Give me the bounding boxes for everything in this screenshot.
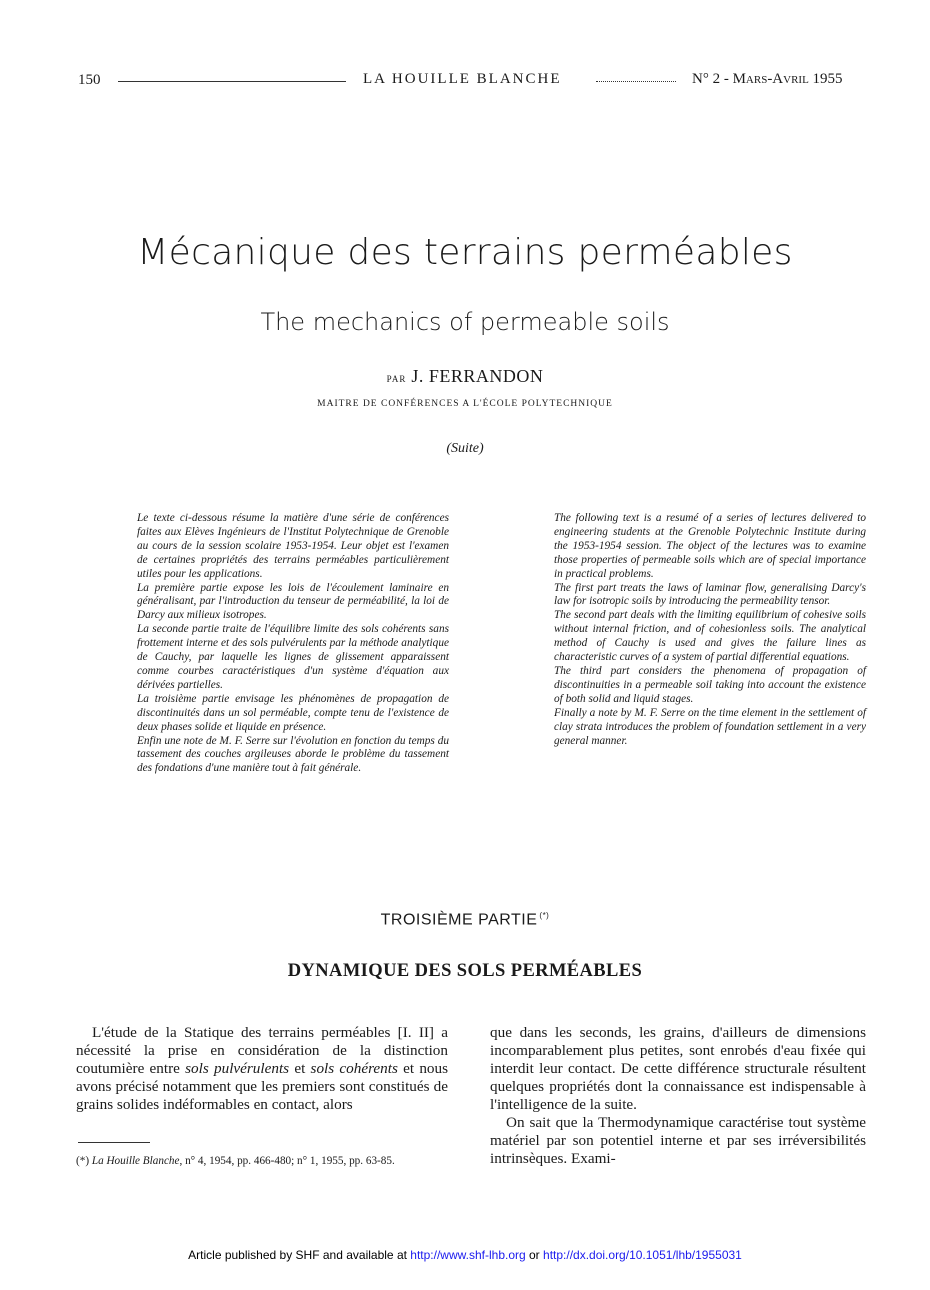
abstract-english: [554, 512, 866, 748]
body-emphasis: sols cohérents: [310, 1060, 398, 1077]
author-name: J. FERRANDON: [411, 366, 544, 386]
issue-date: Mars-Avril 1955: [732, 71, 843, 87]
footnote-mark: (*): [76, 1155, 90, 1167]
abstract-fr-paragraph: Le texte ci-dessous résume la matière d'une série de conférences faites aux Elèves Ingénieurs de l'Institut Polytechnique de Grenoble au cours de la session scolaire 1953-1954. Leur objet est l'examen de certaines propriétés des terrains perméables particulièrement utiles pour les applications.: [137, 512, 449, 580]
shf-link[interactable]: http://www.shf-lhb.org: [410, 1248, 526, 1262]
footnote-reference: (*): [539, 911, 550, 920]
body-text: L'étude de la Statique des terrains perméables [I. II] a nécessité la prise en considération de la distinction coutumière entre: [76, 1024, 448, 1077]
abstract-en-paragraph: Finally a note by M. F. Serre on the time element in the settlement of clay strata introduces the problem of foundation settlement in a very general manner.: [554, 706, 866, 747]
footer-text: Article published by SHF and available at: [188, 1248, 411, 1262]
continuation-note: (Suite): [446, 441, 484, 456]
abstract-french: [137, 512, 449, 776]
footnote-rule: [78, 1142, 150, 1143]
body-paragraph: [76, 1024, 448, 1114]
part-heading: [0, 911, 930, 929]
issue-number: N° 2 -: [692, 71, 733, 87]
abstract-fr-paragraph: La seconde partie traite de l'équilibre limite des sols cohérents sans frottement interne et des sols pulvérulents par la méthode analytique de Cauchy, par laquelle les lignes de glissement apparaissent comme courbes caractéristiques d'un système d'équation aux dérivées partielles.: [137, 623, 449, 691]
section-heading: DYNAMIQUE DES SOLS PERMÉABLES: [287, 961, 643, 981]
header-rule-right: [596, 81, 676, 82]
header-rule-left: [118, 81, 346, 82]
journal-name: LA HOUILLE BLANCHE: [363, 71, 562, 87]
author-affiliation: MAITRE DE CONFÉRENCES A L'ÉCOLE POLYTECHNIQUE: [317, 399, 613, 409]
abstract-fr-paragraph: La première partie expose les lois de l'écoulement laminaire en généralisant, par l'introduction du tenseur de perméabilité, la loi de Darcy aux milieux isotropes.: [137, 581, 449, 622]
body-paragraph: On sait que la Thermodynamique caractérise tout système matériel par son potentiel interne et par ses irréversibilités intrinsèques. Exami-: [490, 1114, 866, 1167]
issue-info: [692, 71, 843, 88]
running-header: [78, 70, 868, 92]
body-text: et nous avons précisé notamment que les premiers sont constitués de grains solides indéformables en contact, alors: [76, 1060, 449, 1113]
publication-footer: [0, 1248, 930, 1262]
page-number: 150: [78, 72, 101, 88]
footer-text: or: [525, 1248, 544, 1262]
abstract-en-paragraph: The first part treats the laws of laminar flow, generalising Darcy's law for isotropic soils by introducing the permeability tensor.: [554, 581, 866, 608]
author-prefix: par: [386, 370, 407, 385]
article-title-fr: Mécanique des terrains perméables: [137, 232, 793, 273]
author-line: [0, 366, 930, 387]
footnote-journal: La Houille Blanche: [91, 1155, 180, 1167]
body-paragraph: que dans les seconds, les grains, d'ailleurs de dimensions incomparablement plus petites, sont enrobés d'eau fixée qui interdit leur contact. De cette différence structurale résultent quelques propriétés dont la connaissance est indispensable à l'intelligence de la suite.: [490, 1024, 866, 1113]
body-column-left: [76, 1024, 448, 1114]
body-emphasis: sols pulvérulents: [185, 1060, 290, 1077]
footnote: [76, 1154, 448, 1168]
abstract-en-paragraph: The second part deals with the limiting equilibrium of cohesive soils without internal friction, and of cohesionless soils. The analytical method of Cauchy is used and gives the failure lines as characteristic curves of a system of partial differential equations.: [554, 609, 866, 664]
abstract-fr-paragraph: La troisième partie envisage les phénomènes de propagation de discontinuités dans un sol perméable, compte tenu de l'existence de deux phases solide et liquide en présence.: [137, 692, 449, 733]
footnote-reference-text: , n° 4, 1954, pp. 466-480; n° 1, 1955, pp. 63-85.: [179, 1155, 395, 1167]
body-text: et: [289, 1060, 311, 1077]
abstract-en-paragraph: The third part considers the phenomena of propagation of discontinuities in a permeable soil taking into account the existence of both solid and liquid stages.: [554, 664, 866, 705]
abstract-fr-paragraph: Enfin une note de M. F. Serre sur l'évolution en fonction du temps du tassement des couches argileuses aborde le problème du tassement des fondations d'une manière tout à fait générale.: [137, 734, 449, 775]
part-title: TROISIÈME PARTIE: [380, 911, 538, 929]
article-title-en: The mechanics of permeable soils: [260, 308, 670, 336]
body-column-right: [490, 1024, 866, 1168]
abstract-en-paragraph: The following text is a resumé of a series of lectures delivered to engineering students at the Grenoble Polytechnic Institute during the 1953-1954 session. The object of the lectures was to examine those properties of permeable soils which are of special importance in practical problems.: [554, 512, 866, 580]
doi-link[interactable]: http://dx.doi.org/10.1051/lhb/1955031: [543, 1248, 742, 1262]
